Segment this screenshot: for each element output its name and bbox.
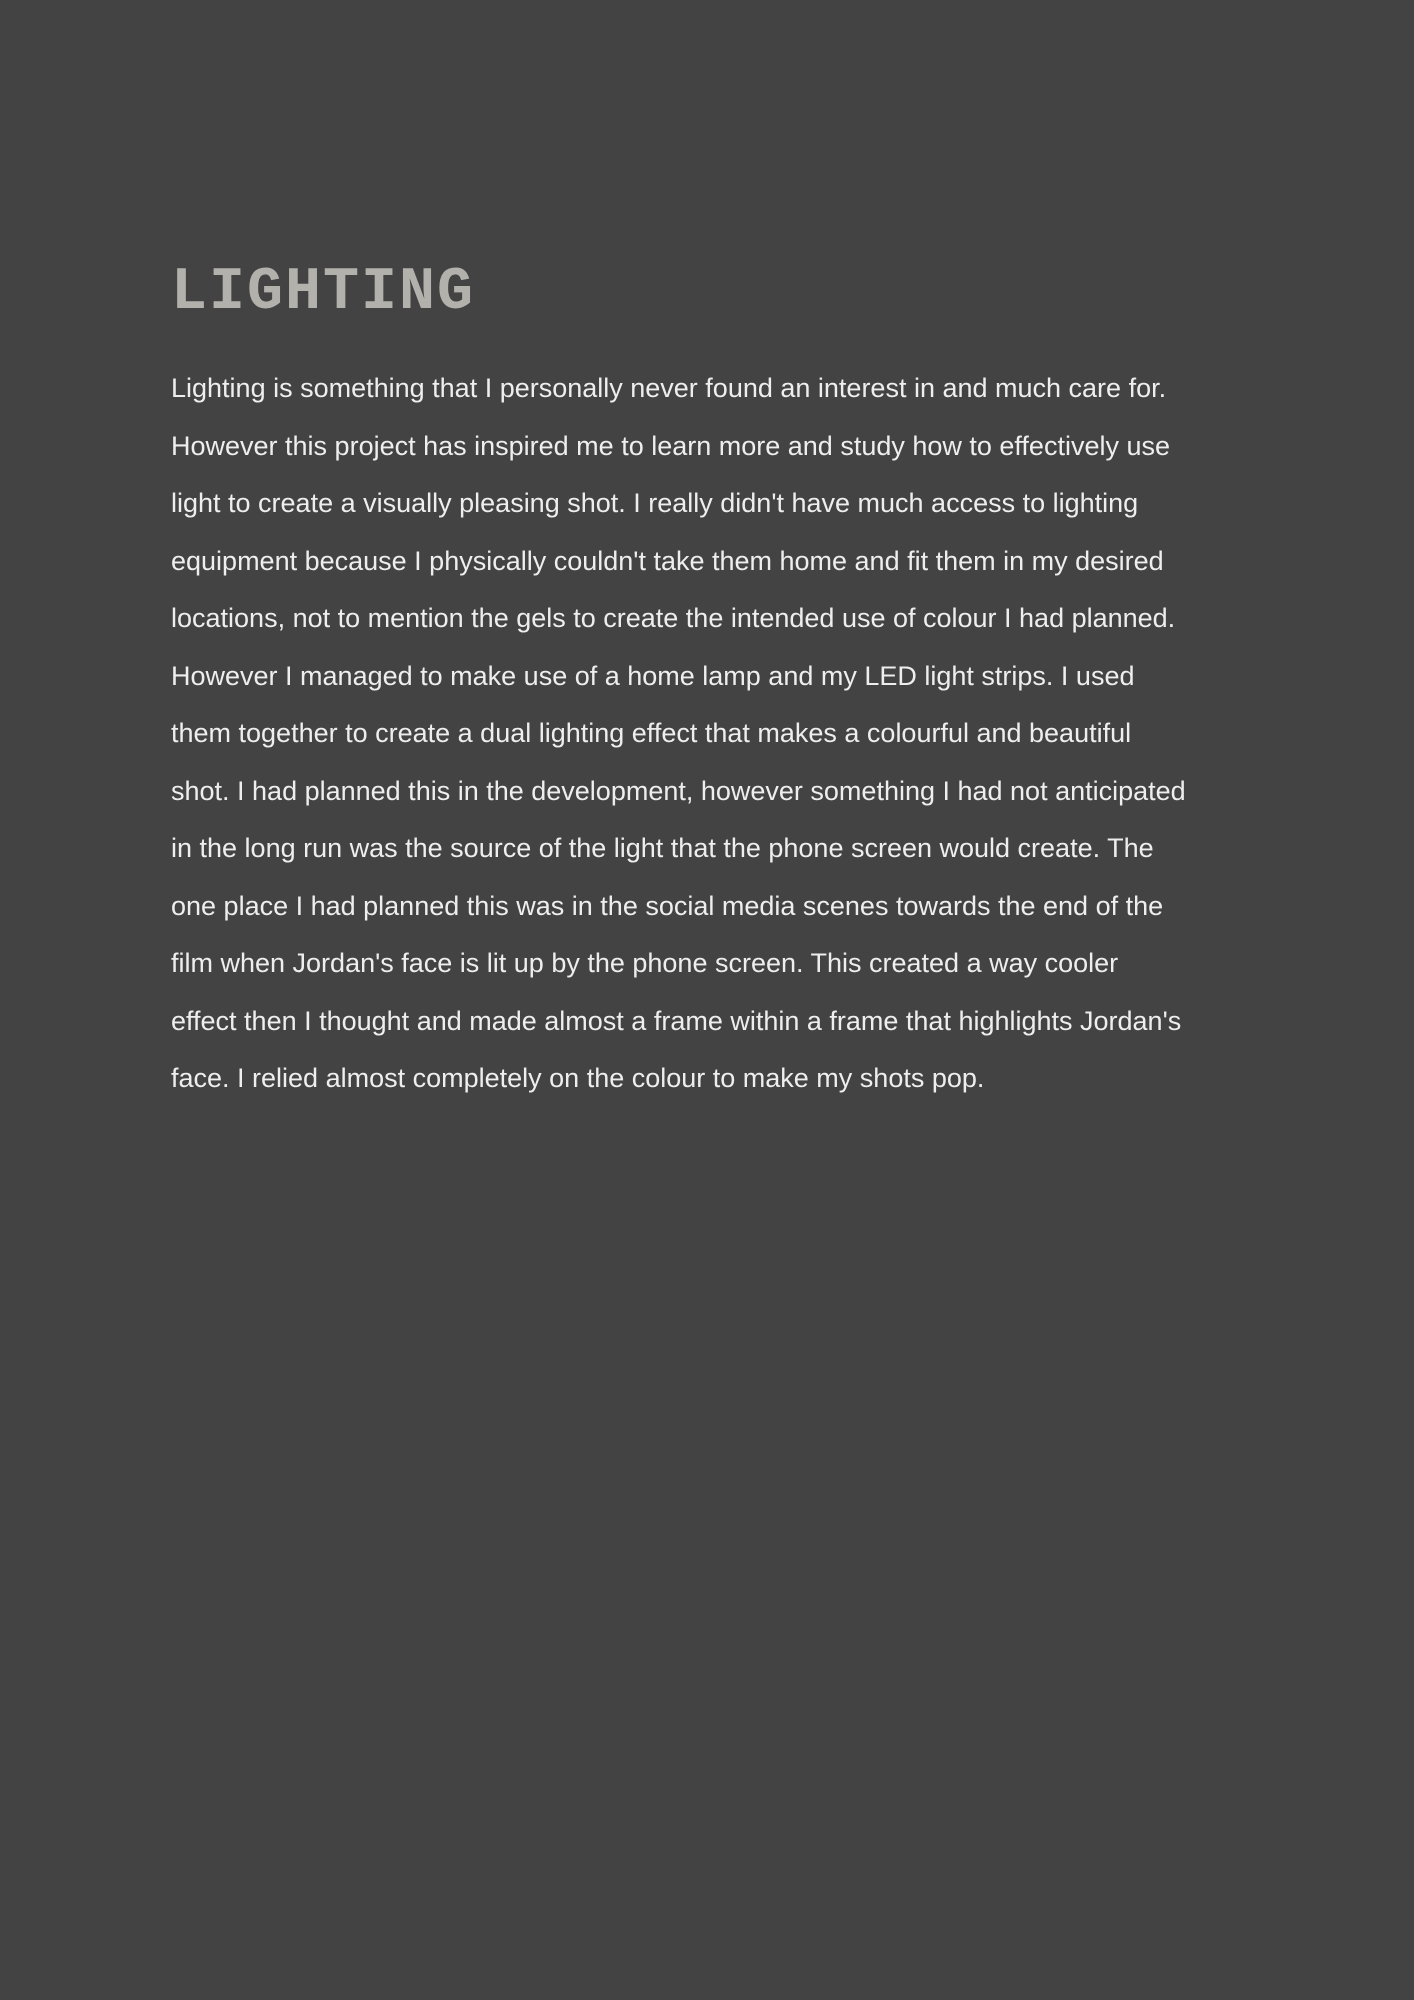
paragraph-line: locations, not to mention the gels to create the intended use of colour I had planned. — [171, 603, 1176, 633]
paragraph-line: in the long run was the source of the light that the phone screen would create. The — [171, 833, 1154, 863]
paragraph-line: However this project has inspired me to learn more and study how to effectively use — [171, 430, 1170, 461]
paragraph-line: film when Jordan's face is lit up by the phone screen. This created a way cooler — [171, 948, 1119, 978]
section-title: LIGHTING — [171, 259, 476, 327]
paragraph-line: effect then I thought and made almost a frame within a frame that highlights Jordan's — [171, 1005, 1182, 1036]
body-paragraph — [171, 328, 1261, 1108]
paragraph-line: However I managed to make use of a home lamp and my LED light strips. I used — [171, 660, 1135, 691]
paragraph-line: shot. I had planned this in the development, however something I had not anticipated — [171, 775, 1186, 806]
paragraph-line: equipment because I physically couldn't take them home and fit them in my desired — [171, 545, 1164, 576]
paragraph-line: Lighting is something that I personally never found an interest in and much care for. — [171, 373, 1167, 403]
paragraph-line: face. I relied almost completely on the colour to make my shots pop. — [171, 1063, 985, 1093]
paragraph-line: light to create a visually pleasing shot. I really didn't have much access to lighting — [171, 488, 1139, 518]
paragraph-line: them together to create a dual lighting effect that makes a colourful and beautiful — [171, 718, 1132, 748]
lighting-section — [171, 258, 1261, 1108]
paragraph-line: one place I had planned this was in the social media scenes towards the end of the — [171, 890, 1164, 921]
